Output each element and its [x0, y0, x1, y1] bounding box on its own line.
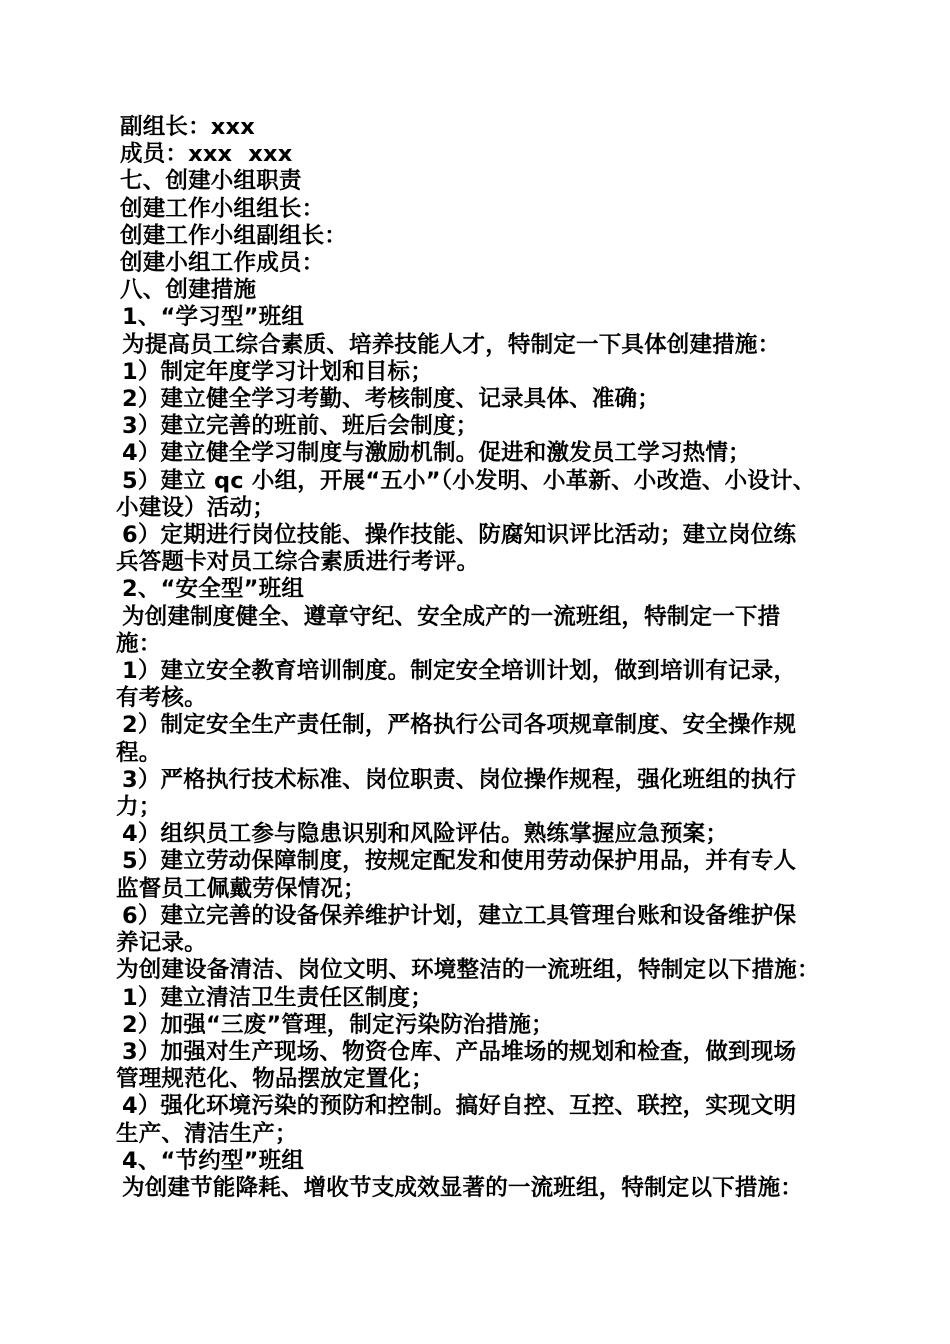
text-line: 3）建立完善的班前、班后会制度； — [122, 413, 479, 440]
text-line: 监督员工佩戴劳保情况； — [116, 875, 366, 902]
text-line: 为创建节能降耗、增收节支成效显著的一流班组，特制定以下措施： — [122, 1174, 804, 1201]
text-line: 4）组织员工参与隐患识别和风险评估。熟练掌握应急预案； — [122, 821, 729, 848]
text-line: 3）加强对生产现场、物资仓库、产品堆场的规划和检查，做到现场 — [122, 1038, 797, 1065]
text-line: 管理规范化、物品摆放定置化； — [116, 1066, 434, 1093]
text-line: 程。 — [116, 739, 162, 766]
text-line: 1）建立安全教育培训制度。制定安全培训计划，做到培训有记录， — [122, 658, 797, 685]
text-line: 小建设）活动； — [116, 494, 275, 521]
text-line: 生产、清洁生产； — [116, 1120, 298, 1147]
text-line: 5）建立劳动保障制度，按规定配发和使用劳动保护用品，并有专人 — [122, 848, 797, 875]
text-line: 1、“学习型”班组 — [122, 304, 305, 331]
text-line: 有考核。 — [116, 685, 207, 712]
text-line: 5）建立 qc 小组，开展“五小”（小发明、小革新、小改造、小设计、 — [122, 467, 816, 494]
text-line: 七、创建小组职责 — [120, 168, 302, 195]
text-line: 4）强化环境污染的预防和控制。搞好自控、互控、联控，实现文明 — [122, 1093, 797, 1120]
text-line: 创建工作小组组长： — [120, 195, 325, 222]
text-line: 3）严格执行技术标准、岗位职责、岗位操作规程，强化班组的执行 — [122, 766, 797, 793]
text-line: 养记录。 — [116, 930, 207, 957]
text-line: 1）制定年度学习计划和目标； — [122, 358, 433, 385]
text-line: 2）加强“三废”管理，制定污染防治措施； — [122, 1011, 554, 1038]
text-line: 八、创建措施 — [120, 277, 257, 304]
text-line: 成员：xxx xxx — [120, 141, 293, 168]
text-line: 为创建制度健全、遵章守纪、安全成产的一流班组，特制定一下措 — [122, 603, 781, 630]
document-body — [116, 114, 846, 1202]
text-line: 4）建立健全学习制度与激励机制。促进和激发员工学习热情； — [122, 440, 751, 467]
text-line: 6）定期进行岗位技能、操作技能、防腐知识评比活动；建立岗位练 — [122, 522, 797, 549]
text-line: 力； — [116, 794, 162, 821]
text-line: 为提高员工综合素质、培养技能人才，特制定一下具体创建措施： — [122, 331, 781, 358]
text-line: 副组长：xxx — [120, 114, 255, 140]
text-line: 1）建立清洁卫生责任区制度； — [122, 984, 433, 1011]
text-line: 施： — [116, 630, 162, 657]
text-line: 兵答题卡对员工综合素质进行考评。 — [116, 549, 480, 576]
text-line: 2、“安全型”班组 — [122, 576, 305, 603]
text-line: 创建工作小组副组长： — [120, 222, 348, 249]
text-line: 2）建立健全学习考勤、考核制度、记录具体、准确； — [122, 386, 660, 413]
text-line: 为创建设备清洁、岗位文明、环境整洁的一流班组，特制定以下措施： — [116, 957, 820, 984]
text-line: 2）制定安全生产责任制，严格执行公司各项规章制度、安全操作规 — [122, 712, 797, 739]
text-line: 6）建立完善的设备保养维护计划，建立工具管理台账和设备维护保 — [122, 902, 797, 929]
text-line: 4、“节约型”班组 — [122, 1147, 305, 1174]
text-line: 创建小组工作成员： — [120, 250, 325, 277]
